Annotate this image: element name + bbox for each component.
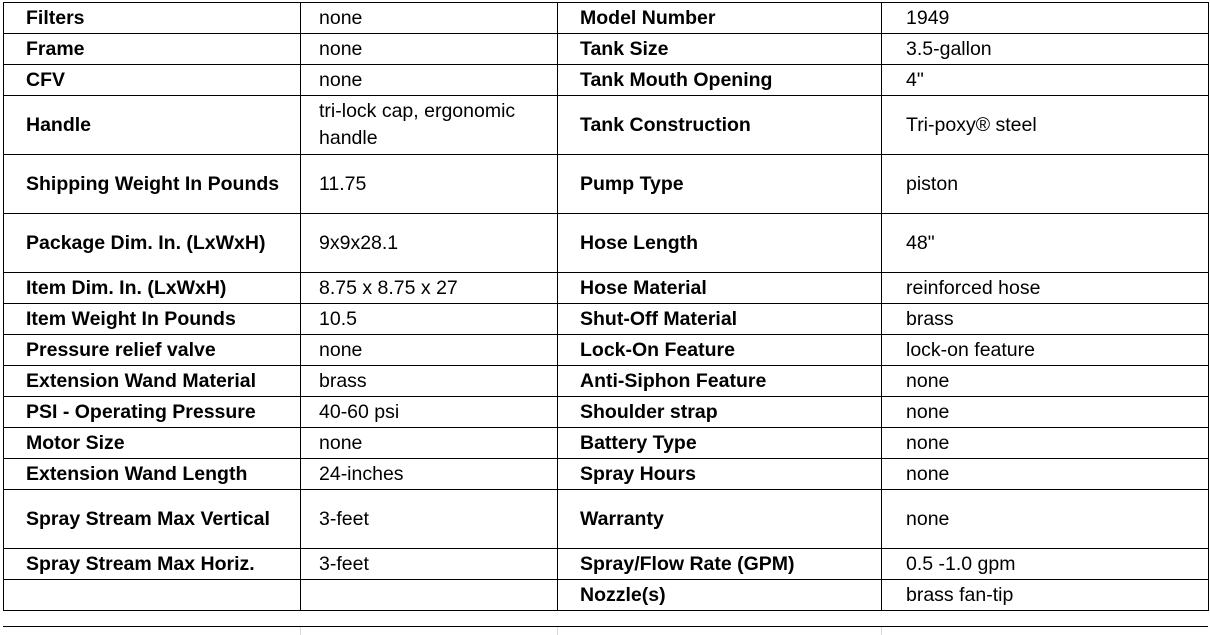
spec-label: Shoulder strap [558, 397, 882, 428]
spec-label: Pressure relief valve [4, 335, 301, 366]
spec-label: Item Dim. In. (LxWxH) [4, 273, 301, 304]
spec-label: Item Weight In Pounds [4, 304, 301, 335]
spec-value: none [301, 65, 558, 96]
spec-value: lock-on feature [882, 335, 1209, 366]
spec-label: PSI - Operating Pressure [4, 397, 301, 428]
spec-label: Shipping Weight In Pounds [4, 155, 301, 214]
spec-value: none [882, 366, 1209, 397]
table-row [4, 273, 1209, 304]
spec-label: Hose Length [558, 214, 882, 273]
spec-label: Spray/Flow Rate (GPM) [558, 549, 882, 580]
spec-value: none [301, 428, 558, 459]
table-row [4, 34, 1209, 65]
spec-value: piston [882, 155, 1209, 214]
spec-label: Tank Construction [558, 96, 882, 155]
spec-value: none [301, 3, 558, 34]
spec-label: Motor Size [4, 428, 301, 459]
spec-label: Spray Stream Max Vertical [4, 490, 301, 549]
table-row [4, 580, 1209, 611]
spec-value: none [882, 459, 1209, 490]
spec-label: Extension Wand Material [4, 366, 301, 397]
spec-value: 11.75 [301, 155, 558, 214]
spec-value: 10.5 [301, 304, 558, 335]
spec-value: 24-inches [301, 459, 558, 490]
table-row [4, 304, 1209, 335]
spec-value: tri-lock cap, ergonomic handle [301, 96, 558, 155]
spec-value: Tri-poxy® steel [882, 96, 1209, 155]
spec-table [3, 2, 1209, 611]
spec-table-body [4, 3, 1209, 611]
spec-label: Extension Wand Length [4, 459, 301, 490]
spec-value: brass [301, 366, 558, 397]
spec-label: Nozzle(s) [558, 580, 882, 611]
table-row [4, 3, 1209, 34]
spec-value [301, 580, 558, 611]
spec-value: 40-60 psi [301, 397, 558, 428]
spec-value: 3.5-gallon [882, 34, 1209, 65]
spec-label: CFV [4, 65, 301, 96]
table-row [4, 459, 1209, 490]
table-row [4, 428, 1209, 459]
spec-value: 0.5 -1.0 gpm [882, 549, 1209, 580]
spec-value: none [882, 428, 1209, 459]
spec-label: Anti-Siphon Feature [558, 366, 882, 397]
table-row [4, 490, 1209, 549]
spec-label: Pump Type [558, 155, 882, 214]
spec-label: Warranty [558, 490, 882, 549]
spec-label: Hose Material [558, 273, 882, 304]
spec-label: Tank Mouth Opening [558, 65, 882, 96]
spec-label: Filters [4, 3, 301, 34]
spec-label: Lock-On Feature [558, 335, 882, 366]
spec-label [4, 580, 301, 611]
spec-value: 8.75 x 8.75 x 27 [301, 273, 558, 304]
spec-value: 4" [882, 65, 1209, 96]
table-row [4, 214, 1209, 273]
table-row [4, 397, 1209, 428]
spec-label: Model Number [558, 3, 882, 34]
spec-value: brass fan-tip [882, 580, 1209, 611]
spec-label: Spray Stream Max Horiz. [4, 549, 301, 580]
spec-label: Tank Size [558, 34, 882, 65]
spec-label: Handle [4, 96, 301, 155]
spec-value: 1949 [882, 3, 1209, 34]
spec-value: none [882, 397, 1209, 428]
spec-value: 3-feet [301, 549, 558, 580]
spec-value: 9x9x28.1 [301, 214, 558, 273]
table-row [4, 549, 1209, 580]
spec-value: brass [882, 304, 1209, 335]
table-row [4, 65, 1209, 96]
spec-label: Shut-Off Material [558, 304, 882, 335]
table-row [4, 155, 1209, 214]
spec-value: none [301, 34, 558, 65]
table-row [4, 96, 1209, 155]
spec-value: 48" [882, 214, 1209, 273]
table-row [4, 366, 1209, 397]
spec-label: Battery Type [558, 428, 882, 459]
spec-label: Frame [4, 34, 301, 65]
spec-label: Spray Hours [558, 459, 882, 490]
spec-label: Package Dim. In. (LxWxH) [4, 214, 301, 273]
spec-value: none [301, 335, 558, 366]
table-row [4, 335, 1209, 366]
spec-value: 3-feet [301, 490, 558, 549]
spec-value: none [882, 490, 1209, 549]
spec-value: reinforced hose [882, 273, 1209, 304]
